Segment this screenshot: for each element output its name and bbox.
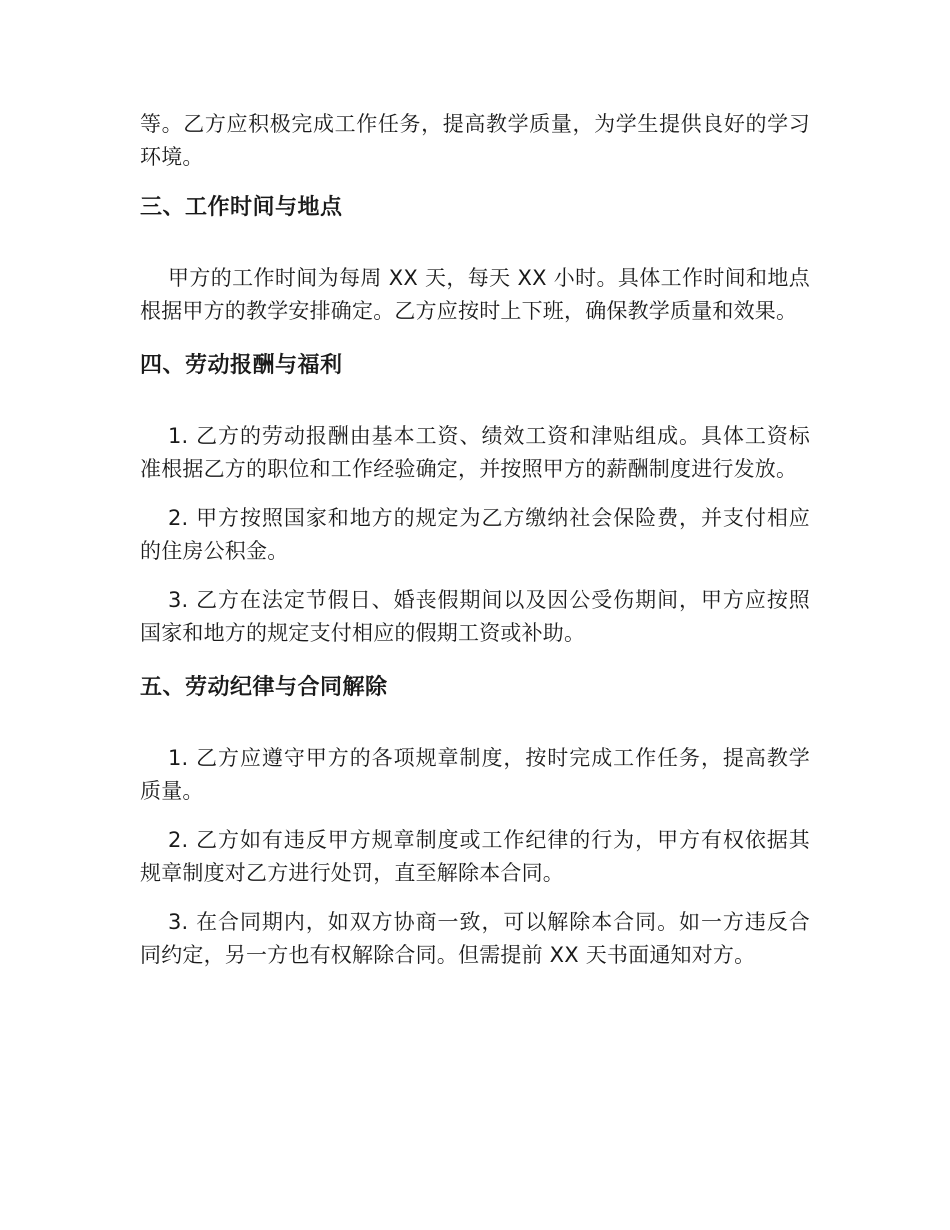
paragraph-compensation-3: 3. 乙方在法定节假日、婚丧假期间以及因公受伤期间，甲方应按照国家和地方的规定支付相应的假期工资或补助。 — [140, 588, 810, 645]
section-heading-compensation-benefits: 四、劳动报酬与福利 — [140, 353, 343, 378]
paragraph-discipline-3: 3. 在合同期内，如双方协商一致，可以解除本合同。如一方违反合同约定，另一方也有权解除合同。但需提前 XX 天书面通知对方。 — [140, 910, 810, 967]
section-heading-discipline-termination: 五、劳动纪律与合同解除 — [140, 675, 388, 700]
section-discipline-termination — [140, 672, 810, 972]
paragraph-work-time: 甲方的工作时间为每周 XX 天，每天 XX 小时。具体工作时间和地点根据甲方的教学安排确定。乙方应按时上下班，确保教学质量和效果。 — [140, 266, 810, 323]
section-compensation-benefits — [140, 350, 810, 650]
paragraph-compensation-2: 2. 甲方按照国家和地方的规定为乙方缴纳社会保险费，并支付相应的住房公积金。 — [140, 506, 810, 563]
intro-paragraph: 等。乙方应积极完成工作任务，提高教学质量，为学生提供良好的学习环境。 — [140, 112, 810, 169]
document-page — [140, 108, 810, 988]
paragraph-discipline-2: 2. 乙方如有违反甲方规章制度或工作纪律的行为，甲方有权依据其规章制度对乙方进行处罚，直至解除本合同。 — [140, 828, 810, 885]
paragraph-compensation-1: 1. 乙方的劳动报酬由基本工资、绩效工资和津贴组成。具体工资标准根据乙方的职位和工作经验确定，并按照甲方的薪酬制度进行发放。 — [140, 424, 810, 481]
section-heading-work-time-location: 三、工作时间与地点 — [140, 195, 343, 220]
section-work-time-location — [140, 192, 810, 328]
paragraph-discipline-1: 1. 乙方应遵守甲方的各项规章制度，按时完成工作任务，提高教学质量。 — [140, 746, 810, 803]
